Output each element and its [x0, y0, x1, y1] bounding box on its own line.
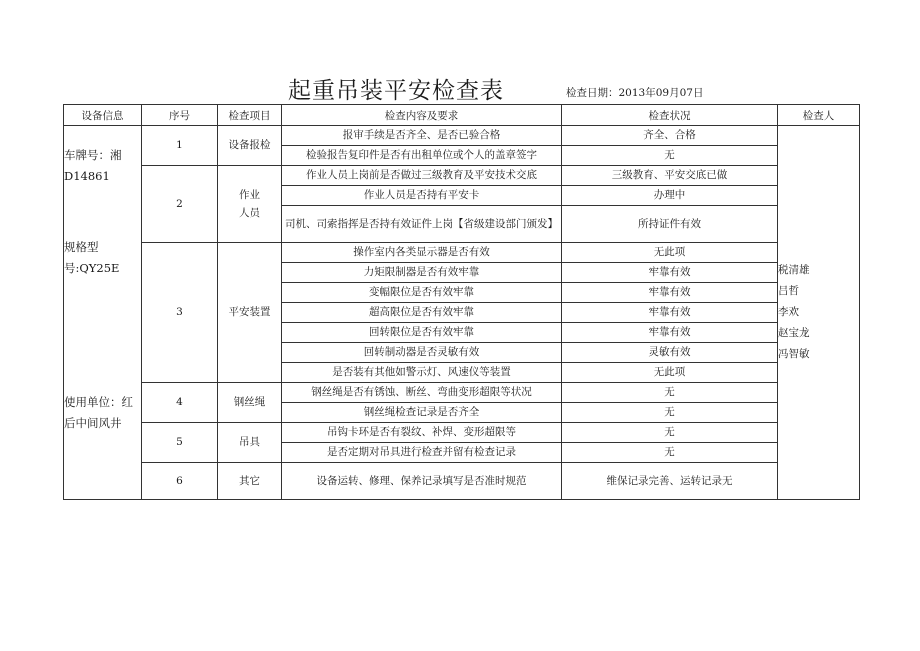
inspector-name: 吕哲: [778, 285, 799, 297]
row-status: 无此项: [562, 243, 778, 263]
row-status: 办理中: [562, 186, 778, 206]
page-title: 起重吊装平安检查表: [288, 78, 504, 104]
group-item: 平安装置: [218, 243, 282, 383]
table-row: [64, 126, 860, 146]
row-status: 无: [562, 146, 778, 166]
inspector-name: 赵宝龙: [778, 327, 810, 339]
group-no: 6: [142, 463, 218, 500]
row-content: 钢丝绳检查记录是否齐全: [282, 403, 562, 423]
row-status: 无: [562, 443, 778, 463]
row-status: 所持证件有效: [562, 206, 778, 243]
inspector-name: 李欢: [778, 306, 799, 318]
group-item: 其它: [218, 463, 282, 500]
row-content: 力矩限制器是否有效牢靠: [282, 263, 562, 283]
header-status: 检查状况: [562, 105, 778, 126]
group-no: 1: [142, 126, 218, 166]
row-status: 无: [562, 383, 778, 403]
row-content: 设备运转、修理、保养记录填写是否准时规范: [282, 463, 562, 500]
group-no: 4: [142, 383, 218, 423]
row-status: 牢靠有效: [562, 263, 778, 283]
group-item: 钢丝绳: [218, 383, 282, 423]
header-content: 检查内容及要求: [282, 105, 562, 126]
row-content: 超高限位是否有效牢靠: [282, 303, 562, 323]
group-no: 5: [142, 423, 218, 463]
row-status: 牢靠有效: [562, 283, 778, 303]
inspector-cell: [778, 126, 860, 500]
row-content: 检验报告复印件是否有出租单位或个人的盖章签字: [282, 146, 562, 166]
row-content: 作业人员上岗前是否做过三级教育及平安技术交底: [282, 166, 562, 186]
row-content: 回转制动器是否灵敏有效: [282, 343, 562, 363]
device-model: 规格型号:QY25E: [64, 240, 120, 275]
device-info-cell: [64, 126, 142, 500]
inspection-table: [63, 104, 860, 500]
table-row: [64, 463, 860, 500]
header-inspector: 检查人: [778, 105, 860, 126]
row-content: 是否装有其他如警示灯、风速仪等装置: [282, 363, 562, 383]
row-content: 回转限位是否有效牢靠: [282, 323, 562, 343]
row-content: 司机、司索指挥是否持有效证件上岗【省级建设部门颁发】: [282, 206, 562, 243]
group-item: 吊具: [218, 423, 282, 463]
row-status: 灵敏有效: [562, 343, 778, 363]
inspection-date: 检查日期：2013年09月07日: [566, 87, 704, 99]
row-status: 维保记录完善、运转记录无: [562, 463, 778, 500]
row-content: 钢丝绳是否有锈蚀、断丝、弯曲变形超限等状况: [282, 383, 562, 403]
table-row: [64, 243, 860, 263]
row-content: 变幅限位是否有效牢靠: [282, 283, 562, 303]
group-no: 2: [142, 166, 218, 243]
table-row: [64, 423, 860, 443]
device-plate: 车牌号：湘D14861: [64, 148, 122, 183]
group-no: 3: [142, 243, 218, 383]
inspector-name: 税清雄: [778, 264, 810, 276]
header-no: 序号: [142, 105, 218, 126]
group-item: 作业人员: [218, 166, 282, 243]
device-unit: 使用单位：红后中间风井: [64, 395, 133, 430]
row-status: 齐全、合格: [562, 126, 778, 146]
header-item: 检查项目: [218, 105, 282, 126]
row-content: 操作室内各类显示器是否有效: [282, 243, 562, 263]
table-row: [64, 383, 860, 403]
row-status: 牢靠有效: [562, 323, 778, 343]
row-status: 无: [562, 403, 778, 423]
row-status: 牢靠有效: [562, 303, 778, 323]
table-row: [64, 166, 860, 186]
row-status: 三级教育、平安交底已做: [562, 166, 778, 186]
row-content: 作业人员是否持有平安卡: [282, 186, 562, 206]
inspector-name: 冯智敏: [778, 348, 810, 360]
header-row: [64, 105, 860, 126]
row-status: 无此项: [562, 363, 778, 383]
header-device-info: 设备信息: [64, 105, 142, 126]
row-status: 无: [562, 423, 778, 443]
row-content: 报审手续是否齐全、是否已验合格: [282, 126, 562, 146]
row-content: 吊钩卡环是否有裂纹、补焊、变形超限等: [282, 423, 562, 443]
row-content: 是否定期对吊具进行检查并留有检查记录: [282, 443, 562, 463]
group-item: 设备报检: [218, 126, 282, 166]
